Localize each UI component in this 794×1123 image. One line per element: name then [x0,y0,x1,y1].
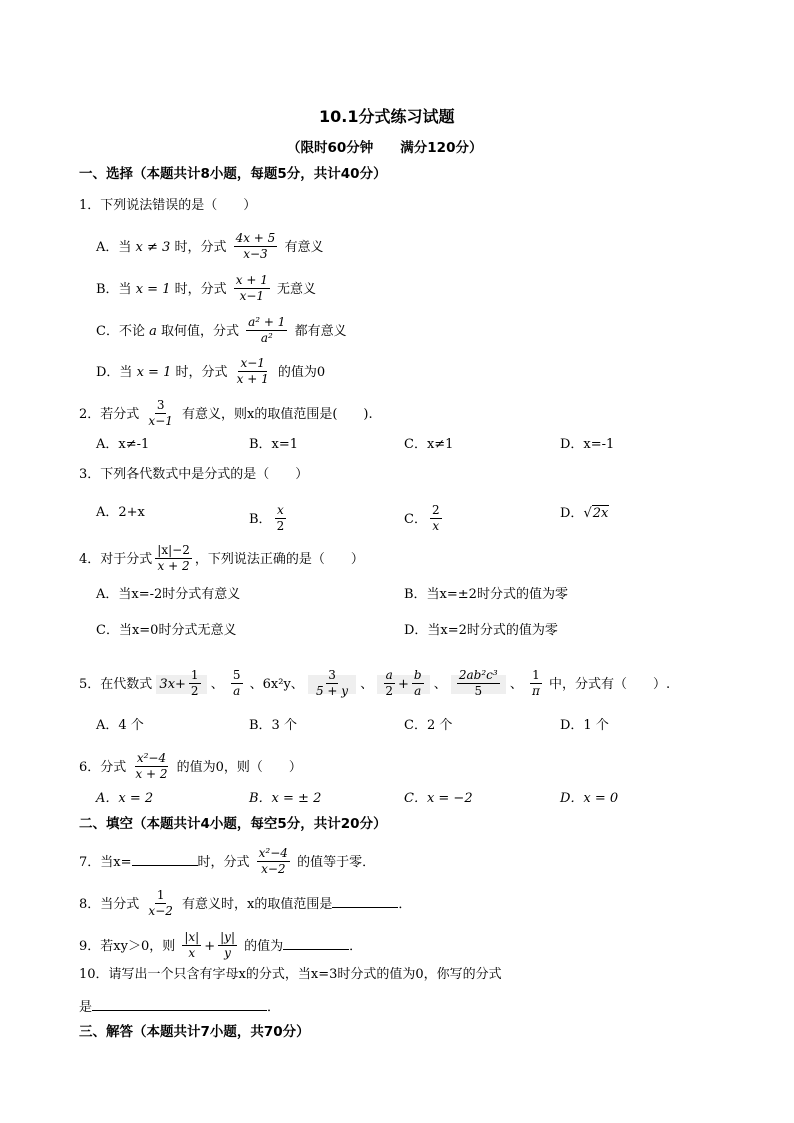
question-4-option-b: B．当x=±2时分式的值为零 [404,587,568,602]
question-6-option-d: D．x = 0 [560,791,619,806]
answer-blank[interactable] [283,937,349,950]
separator: 、 [509,677,523,692]
answer-blank[interactable] [332,895,398,908]
question-6-option-c: C．x = −2 [404,791,473,806]
expression-1: 3x+ $\frac{1}{2}$ [156,675,206,694]
expression-2: $\frac{5}{a}$ [232,668,241,698]
answer-blank[interactable] [92,998,267,1011]
question-10-line-2 [79,998,280,1016]
stem-text: 是 [79,1000,93,1015]
stem-text: 有意义，则x的取值范围是( ). [182,407,373,422]
expression-3: 、6x²y、 [249,677,304,692]
expression-6: $\frac{\text{2ab²c³}}{5}$ [451,675,506,694]
question-5-option-b: B．3 个 [249,718,297,733]
question-1-option-d [96,358,325,387]
fraction: $\frac{4x + 5}{x-3}$ [235,231,276,261]
question-1-option-b [96,275,316,304]
question-9 [79,932,362,961]
question-10-line-1: 10．请写出一个只含有字母x的分式，当x=3时分式的值为0，你写的分式 [79,967,502,982]
question-3-option-b [249,505,289,534]
option-text: 时，分式 [174,240,227,255]
option-text: A．当 [96,240,132,255]
separator: 、 [433,677,447,692]
question-3-option-d [560,505,609,522]
option-text: 的值为0 [277,365,326,380]
stem-text: 的值等于零． [297,855,376,870]
sqrt-sign: √ [583,506,592,521]
separator: 、 [360,677,374,692]
stem-text: 4．对于分式 [79,552,153,567]
option-text: D．当 [96,365,133,380]
stem-text: ． [267,1000,281,1015]
fraction: $\frac{\text{x²−4}}{x + 2}$ [135,751,168,781]
fraction: $\frac{x + 1}{x-1}$ [235,273,268,303]
question-4-stem [79,545,364,574]
fraction: $\frac{x}{2}$ [276,503,285,533]
radicand: 2x [592,506,609,521]
fraction: $\frac{|y|}{y}$ [220,930,235,960]
stem-text: 中，分式有（ ）. [549,677,671,692]
fraction: $\frac{\text{x²−4}}{x-2}$ [258,846,288,876]
question-1-option-a [96,233,323,262]
option-label: B． [249,512,272,527]
question-4-option-d: D．当x=2时分式的值为零 [404,623,558,638]
question-2-option-c: C．x≠1 [404,437,454,452]
stem-text: ． [398,897,412,912]
question-3-stem: 3．下列各代数式中是分式的是（ ） [79,467,309,482]
option-text: 时，分式 [174,282,227,297]
option-label: D． [560,506,584,521]
stem-text: 时，分式 [197,855,250,870]
expression-4: $\frac{3}{5 + y}$ [308,675,356,694]
question-2-option-d: D．x=-1 [560,437,615,452]
condition: x ≠ 3 [135,240,171,255]
fraction: $\frac{x-1}{x + 1}$ [236,356,269,386]
section-heading-answer: 三、解答（本题共计7小题，共70分） [79,1024,310,1040]
question-5-option-c: C．2 个 [404,718,453,733]
question-2-option-a: A．x≠-1 [96,437,150,452]
question-1-option-c [96,317,347,346]
question-1-stem: 1．下列说法错误的是（ ） [79,198,257,213]
condition: x = 1 [136,365,172,380]
stem-text: 的值为0，则（ ） [176,760,302,775]
question-2-option-b: B．x=1 [249,437,299,452]
fraction: $\frac{\text{a² + 1}}{\text{a²}}$ [248,315,286,345]
question-8 [79,890,411,919]
stem-text: 7．当x= [79,855,132,870]
question-2-stem [79,400,373,429]
fraction: $\frac{2}{x}$ [431,503,440,533]
option-text: 有意义 [284,240,324,255]
question-5-option-d: D．1 个 [560,718,609,733]
option-label: C． [404,512,427,527]
option-text: B．当 [96,282,132,297]
stem-text: 5．在代数式 [79,677,153,692]
section-heading-choice: 一、选择（本题共计8小题，每题5分，共计40分） [79,166,387,182]
question-3-option-c [404,505,445,534]
fraction: $\frac{|x|-2}{x + 2}$ [157,543,190,573]
stem-text: ． [349,939,363,954]
option-text: C．不论 [96,324,145,339]
expression-7: $\frac{1}{\pi}$ [532,668,540,698]
stem-text: 6．分式 [79,760,127,775]
stem-text: 9．若xy＞0，则 [79,939,176,954]
variable: a [149,324,157,339]
condition: x = 1 [135,282,171,297]
question-3-option-a: A．2+x [96,505,145,520]
page-title: 10.1分式练习试题 [319,107,455,126]
fraction: $\frac{|x|}{x}$ [184,930,200,960]
fraction: $\frac{1}{x-2}$ [148,888,173,918]
question-5-option-a: A．4 个 [96,718,144,733]
stem-text: ，下列说法正确的是（ ） [194,552,364,567]
stem-text: 的值为 [244,939,284,954]
question-4-option-c: C．当x=0时分式无意义 [96,623,237,638]
expression-5: $\frac{a}{2}$ + $\frac{b}{a}$ [377,675,429,694]
question-4-option-a: A．当x=-2时分式有意义 [96,587,241,602]
answer-blank[interactable] [132,853,198,866]
option-text: 时，分式 [175,365,228,380]
stem-text: 有意义时，x的取值范围是 [182,897,333,912]
question-7 [79,848,375,877]
fraction: $\frac{3}{x-1}$ [148,398,173,428]
question-6-option-b: B．x = ± 2 [249,791,322,806]
question-6-option-a: A．x = 2 [96,791,154,806]
option-text: 无意义 [277,282,317,297]
separator: 、 [210,677,224,692]
option-text: 取何值，分式 [161,324,240,339]
section-heading-fill: 二、填空（本题共计4小题，每空5分，共计20分） [79,816,387,832]
page-subtitle: （限时60分钟 满分120分） [287,140,483,156]
option-text: 都有意义 [294,324,347,339]
stem-text: 8．当分式 [79,897,140,912]
question-5-stem [79,670,670,699]
question-6-stem [79,753,302,782]
stem-text: 2．若分式 [79,407,140,422]
plus-sign: + [204,939,216,954]
